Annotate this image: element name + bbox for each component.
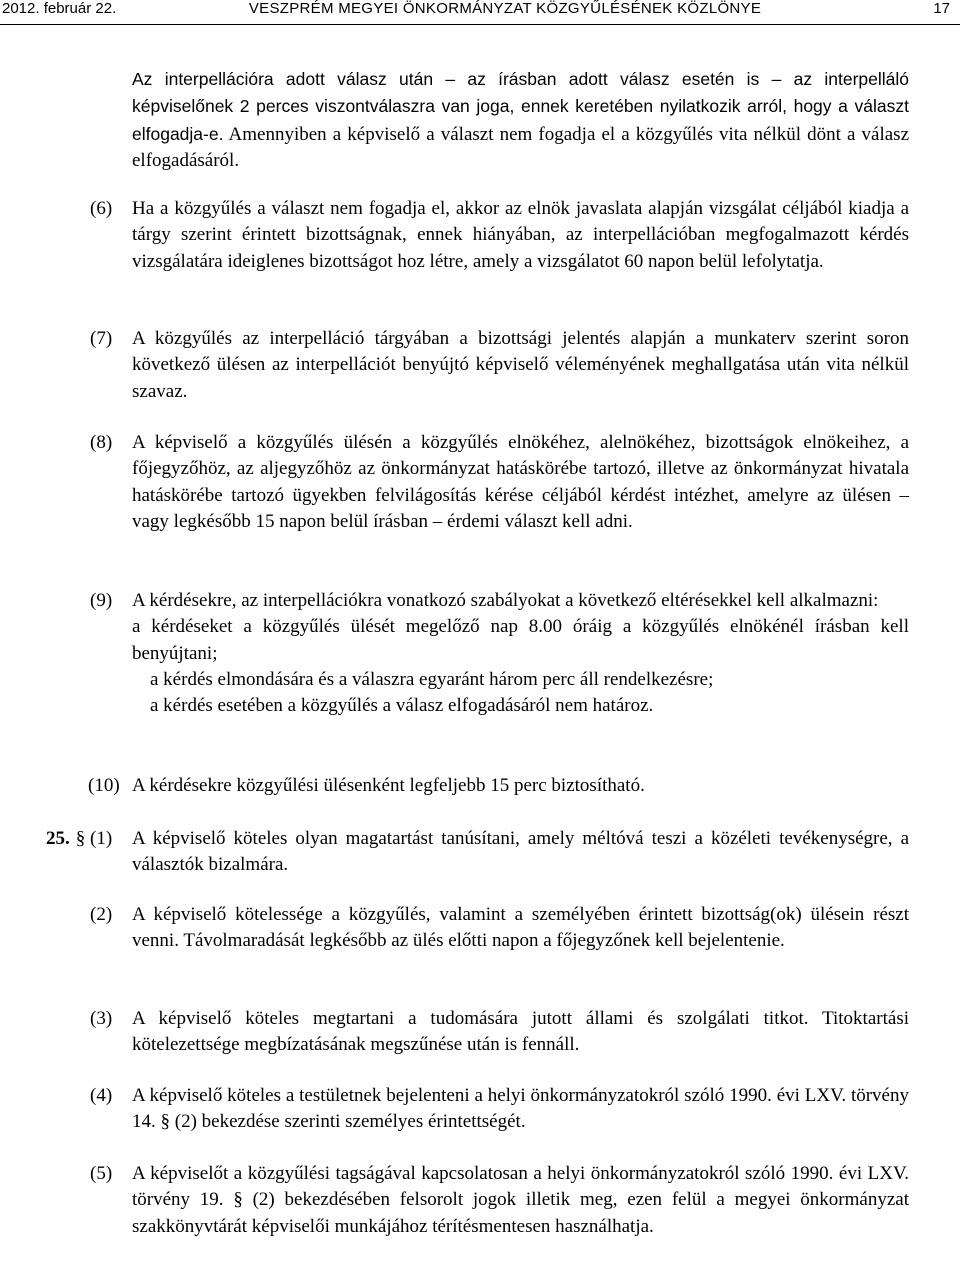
header-date: 2012. február 22. [2, 0, 117, 17]
intro-text-part1: Az interpellációra adott válasz után – az írásban adott válasz esetén is – az interpelláló képviselőnek 2 perces viszontválaszra van joga, ennek keretében nyilatkozik arról, hogy a választ elfogadja-e. [132, 69, 909, 144]
paragraph-number-8: (8) [90, 432, 113, 453]
section-25-item-4-text: A képviselő köteles a testületnek bejelenteni a helyi önkormányzatokról szóló 1990. évi LXV. törvény 14. § (2) bekezdése szerinti személyes érintettségét. [132, 1085, 909, 1133]
paragraph-10-text: A kérdésekre közgyűlési ülésenként legfeljebb 15 perc biztosítható. [132, 775, 645, 796]
section-25-item-4-number: (4) [90, 1085, 113, 1106]
paragraph-number-7: (7) [90, 328, 113, 349]
paragraph-8-text: A képviselő a közgyűlés ülésén a közgyűlés elnökéhez, alelnökéhez, bizottságok elnökeihez, a főjegyzőhöz, az aljegyzőhöz az önkormányzat hatáskörébe tartozó, illetve az önkormányzat hivatala hatáskörébe tartozó ügyekben felvilágosítás kérése céljából kérdést intézhet, amelyre az ülésen – vagy legkésőbb 15 napon belül írásban – érdemi választ kell adni. [132, 432, 909, 532]
section-25-label [46, 826, 85, 852]
section-25-item-1-text: A képviselő köteles olyan magatartást tanúsítani, amely méltóvá teszi a közéleti tevékenységre, a választók bizalmára. [132, 828, 909, 876]
paragraph-9-subtext: a kérdéseket a közgyűlés ülését megelőző nap 8.00 óráig a közgyűlés elnökénél írásban kell benyújtani; [132, 616, 909, 664]
paragraph-sign: § [75, 828, 86, 849]
paragraph-9-item-1: a kérdés elmondására és a válaszra egyaránt három perc áll rendelkezésre; [150, 668, 714, 690]
paragraph-7-text: A közgyűlés az interpelláció tárgyában a bizottsági jelentés alapján a munkaterv szerint soron következő ülésen az interpellációt benyújtó képviselő véleményének meghallgatása után vita nélkül szavaz. [132, 328, 909, 402]
section-25-item-1-number: (1) [90, 828, 113, 849]
paragraph-number-9: (9) [90, 590, 113, 611]
intro-paragraph [132, 66, 909, 174]
section-25-item-5-number: (5) [90, 1163, 113, 1184]
section-25-item-2-number: (2) [90, 904, 113, 925]
intro-text-part2: Amennyiben a képviselő a választ nem fogadja el a közgyűlés vita nélkül dönt a válasz elfogadásáról. [132, 123, 910, 171]
section-25-item-3-number: (3) [90, 1008, 113, 1029]
header-title: VESZPRÉM MEGYEI ÖNKORMÁNYZAT KÖZGYŰLÉSÉNEK KÖZLÖNYE [248, 0, 762, 17]
section-25-item-3-text: A képviselő köteles megtartani a tudomására jutott állami és szolgálati titkot. Titoktartási kötelezettsége megbízatásának megszűnése után is fennáll. [132, 1008, 909, 1056]
paragraph-9-item-2: a kérdés esetében a közgyűlés a válasz elfogadásáról nem határoz. [150, 695, 654, 717]
paragraph-9-text: A kérdésekre, az interpellációkra vonatkozó szabályokat a következő eltérésekkel kell alkalmazni: [132, 590, 879, 611]
paragraph-6-text: Ha a közgyűlés a választ nem fogadja el, akkor az elnök javaslata alapján vizsgálat céljából kiadja a tárgy szerint érintett bizottságnak, ennek hiányában, az interpellációban megfogalmazott kérdés vizsgálatára ideiglenes bizottságot hoz létre, amely a vizsgálatot 60 napon belül lefolytatja. [132, 198, 909, 272]
paragraph-9 [132, 588, 909, 719]
section-25-item-5-text: A képviselőt a közgyűlési tagságával kapcsolatosan a helyi önkormányzatokról szóló 1990. évi LXV. törvény 19. § (2) bekezdésében felsorolt jogok illetik meg, ezen felül a megyei önkormányzat szakkönyvtárát képviselői munkájához térítésmentesen használhatja. [132, 1163, 909, 1237]
paragraph-number-10: (10) [88, 775, 120, 796]
page-header [0, 0, 960, 25]
section-25-item-2-text: A képviselő kötelessége a közgyűlés, valamint a személyében érintett bizottság(ok) ülésein részt venni. Távolmaradását legkésőbb az ülés előtti napon a főjegyzőnek kell bejelentenie. [132, 904, 909, 952]
paragraph-number-6: (6) [90, 198, 113, 219]
page-number: 17 [933, 0, 950, 17]
section-number: 25. [46, 828, 70, 849]
